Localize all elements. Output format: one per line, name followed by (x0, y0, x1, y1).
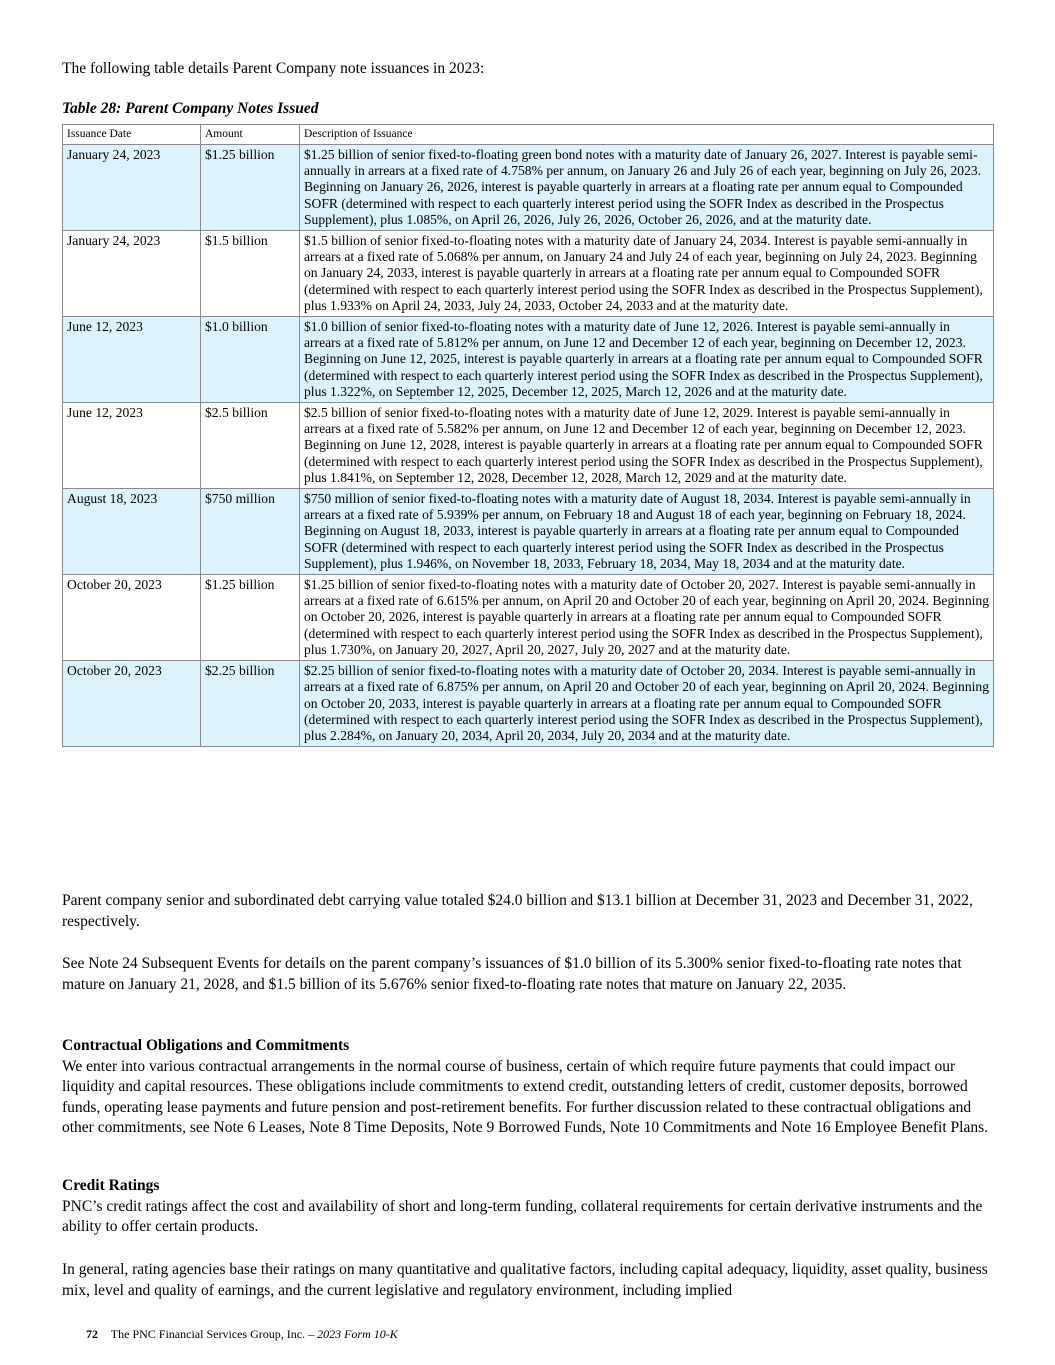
table-row (63, 145, 994, 231)
amount-cell: $2.25 billion (201, 661, 300, 747)
amount-cell: $1.5 billion (201, 231, 300, 317)
credit-ratings-text: PNC’s credit ratings affect the cost and availability of short and long-term funding, collateral requirements for certain derivative instruments and the ability to offer certain products. (62, 1197, 983, 1235)
contractual-obligations-text: We enter into various contractual arrangements in the normal course of business, certain of which require future payments that could impact our liquidity and capital resources. These obligations include commitments to extend credit, outstanding letters of credit, customer deposits, borrowed funds, operating lease payments and future pension and post-retirement benefits. For further discussion related to these contractual obligations and other commitments, see Note 6 Leases, Note 8 Time Deposits, Note 9 Borrowed Funds, Note 10 Commitments and Note 16 Employee Benefit Plans. (62, 1057, 989, 1136)
amount-cell: $1.25 billion (201, 575, 300, 661)
contractual-obligations-section (62, 1036, 994, 1139)
description-cell: $1.25 billion of senior fixed-to-floating green bond notes with a maturity date of January 26, 2027. Interest is payable semi-annually in arrears at a fixed rate of 4.758% per annum, on January 26 and July 26 of each year, beginning on July 26, 2023. Beginning on January 26, 2026, interest is payable quarterly in arrears at a floating rate per annum equal to Compounded SOFR (determined with respect to each quarterly interest period using the SOFR Index as described in the Prospectus Supplement), plus 1.085%, on April 26, 2026, July 26, 2026, October 26, 2026, and at the maturity date. (300, 145, 994, 231)
description-cell: $750 million of senior fixed-to-floating notes with a maturity date of August 18, 2034. Interest is payable semi-annually in arrears at a fixed rate of 5.939% per annum, on February 18 and August 18 of each year, beginning on February 18, 2024. Beginning on August 18, 2033, interest is payable quarterly in arrears at a floating rate per annum equal to Compounded SOFR (determined with respect to each quarterly interest period using the SOFR Index as described in the Prospectus Supplement), plus 1.946%, on November 18, 2033, February 18, 2034, May 18, 2034 and at the maturity date. (300, 489, 994, 575)
section-heading: Contractual Obligations and Commitments (62, 1037, 350, 1054)
table-row (63, 661, 994, 747)
table-header-row (63, 125, 994, 145)
section-heading: Credit Ratings (62, 1177, 160, 1194)
description-cell: $1.25 billion of senior fixed-to-floating notes with a maturity date of October 20, 2027. Interest is payable semi-annually in arrears at a fixed rate of 6.615% per annum, on April 20 and October 20 of each year, beginning on April 20, 2024. Beginning on October 20, 2026, interest is payable quarterly in arrears at a floating rate per annum equal to Compounded SOFR (determined with respect to each quarterly interest period using the SOFR Index as described in the Prospectus Supplement), plus 1.730%, on January 20, 2027, April 20, 2027, July 20, 2027 and at the maturity date. (300, 575, 994, 661)
notes-table (62, 124, 994, 747)
description-cell: $1.5 billion of senior fixed-to-floating notes with a maturity date of January 24, 2034. Interest is payable semi-annually in arrears at a fixed rate of 5.068% per annum, on January 24 and July 24 of each year, beginning on July 24, 2023. Beginning on January 24, 2033, interest is payable quarterly in arrears at a floating rate per annum equal to Compounded SOFR (determined with respect to each quarterly interest period using the SOFR Index as described in the Prospectus Supplement), plus 1.933% on April 24, 2033, July 24, 2033, October 24, 2033 and at the maturity date. (300, 231, 994, 317)
table-row (63, 575, 994, 661)
table-row (63, 403, 994, 489)
footer-form: 2023 Form 10-K (317, 1327, 398, 1341)
table-row (63, 231, 994, 317)
amount-cell: $2.5 billion (201, 403, 300, 489)
description-cell: $2.5 billion of senior fixed-to-floating notes with a maturity date of June 12, 2029. Interest is payable semi-annually in arrears at a fixed rate of 5.582% per annum, on June 12 and December 12 of each year, beginning on December 12, 2023. Beginning on June 12, 2028, interest is payable quarterly in arrears at a floating rate per annum equal to Compounded SOFR (determined with respect to each quarterly interest period using the SOFR Index as described in the Prospectus Supplement), plus 1.841%, on September 12, 2028, December 12, 2028, March 12, 2029 and at the maturity date. (300, 403, 994, 489)
page-number: 72 (86, 1327, 98, 1341)
issuance-date-cell: January 24, 2023 (63, 145, 201, 231)
footer-company: The PNC Financial Services Group, Inc. – (110, 1327, 315, 1341)
issuance-date-cell: October 20, 2023 (63, 575, 201, 661)
subsequent-events-paragraph: See Note 24 Subsequent Events for details on the parent company’s issuances of $1.0 billion of its 5.300% senior fixed-to-floating rate notes that mature on January 21, 2028, and $1.5 billion of its 5.676% senior fixed-to-floating rate notes that mature on January 22, 2035. (62, 955, 962, 993)
debt-carrying-value-paragraph: Parent company senior and subordinated debt carrying value totaled $24.0 billion and $13.1 billion at December 31, 2023 and December 31, 2022, respectively. (62, 892, 973, 930)
amount-cell: $750 million (201, 489, 300, 575)
header-issuance-date: Issuance Date (63, 125, 201, 145)
table-title: Table 28: Parent Company Notes Issued (62, 100, 319, 117)
description-cell: $2.25 billion of senior fixed-to-floating notes with a maturity date of October 20, 2034. Interest is payable semi-annually in arrears at a fixed rate of 6.875% per annum, on April 20 and October 20 of each year, beginning on April 20, 2024. Beginning on October 20, 2033, interest is payable quarterly in arrears at a floating rate per annum equal to Compounded SOFR (determined with respect to each quarterly interest period using the SOFR Index as described in the Prospectus Supplement), plus 2.284%, on January 20, 2034, April 20, 2034, July 20, 2034 and at the maturity date. (300, 661, 994, 747)
amount-cell: $1.25 billion (201, 145, 300, 231)
rating-agencies-paragraph: In general, rating agencies base their ratings on many quantitative and qualitative factors, including capital adequacy, liquidity, asset quality, business mix, level and quality of earnings, and the current legislative and regulatory environment, including implied (62, 1261, 988, 1299)
issuance-date-cell: October 20, 2023 (63, 661, 201, 747)
header-description: Description of Issuance (300, 125, 994, 145)
issuance-date-cell: June 12, 2023 (63, 317, 201, 403)
issuance-date-cell: January 24, 2023 (63, 231, 201, 317)
page-footer (86, 1327, 398, 1342)
credit-ratings-section (62, 1176, 994, 1238)
issuance-date-cell: June 12, 2023 (63, 403, 201, 489)
amount-cell: $1.0 billion (201, 317, 300, 403)
description-cell: $1.0 billion of senior fixed-to-floating notes with a maturity date of June 12, 2026. Interest is payable semi-annually in arrears at a fixed rate of 5.812% per annum, on June 12 and December 12 of each year, beginning on December 12, 2023. Beginning on June 12, 2025, interest is payable quarterly in arrears at a floating rate per annum equal to Compounded SOFR (determined with respect to each quarterly interest period using the SOFR Index as described in the Prospectus Supplement), plus 1.322%, on September 12, 2025, December 12, 2025, March 12, 2026 and at the maturity date. (300, 317, 994, 403)
intro-text: The following table details Parent Company note issuances in 2023: (62, 60, 485, 77)
table-row (63, 317, 994, 403)
header-amount: Amount (201, 125, 300, 145)
table-row (63, 489, 994, 575)
issuance-date-cell: August 18, 2023 (63, 489, 201, 575)
